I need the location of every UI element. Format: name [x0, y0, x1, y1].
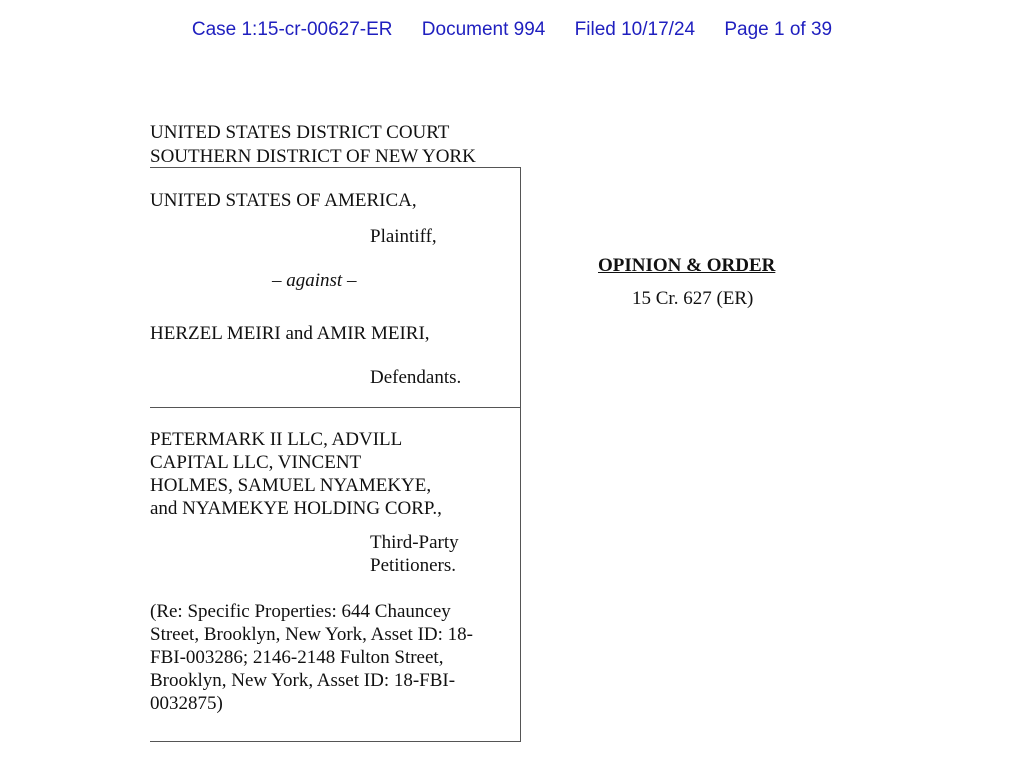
court-line-2: SOUTHERN DISTRICT OF NEW YORK [150, 146, 476, 167]
page-indicator: Page 1 of 39 [724, 19, 833, 40]
court-name [150, 121, 476, 169]
opinion-title: OPINION & ORDER [598, 255, 776, 276]
document-number: Document 994 [421, 19, 546, 40]
defendants-role: Defendants. [370, 367, 462, 388]
re-properties-line: (Re: Specific Properties: 644 Chauncey [150, 601, 451, 622]
petitioners-role-line: Petitioners. [370, 555, 457, 576]
re-properties-line: Brooklyn, New York, Asset ID: 18-FBI- [150, 670, 456, 691]
petitioners-line: PETERMARK II LLC, ADVILL [150, 429, 403, 450]
plaintiff-name: UNITED STATES OF AMERICA, [150, 190, 417, 211]
court-line-1: UNITED STATES DISTRICT COURT [150, 122, 450, 143]
petitioners-line: CAPITAL LLC, VINCENT [150, 452, 362, 473]
re-properties-line: Street, Brooklyn, New York, Asset ID: 18- [150, 624, 473, 645]
plaintiff-role: Plaintiff, [370, 226, 437, 247]
ecf-header [0, 19, 1024, 41]
filed-date: Filed 10/17/24 [574, 19, 696, 40]
re-properties-line: FBI-003286; 2146-2148 Fulton Street, [150, 647, 444, 668]
defendants-name: HERZEL MEIRI and AMIR MEIRI, [150, 323, 430, 344]
case-number: Case 1:15-cr-00627-ER [191, 19, 393, 40]
petitioners-role-line: Third-Party [370, 532, 459, 553]
petitioners-line: HOLMES, SAMUEL NYAMEKYE, [150, 475, 432, 496]
caption-divider [150, 407, 520, 408]
versus-label: – against – [272, 270, 357, 291]
re-properties-line: 0032875) [150, 693, 223, 714]
petitioners-line: and NYAMEKYE HOLDING CORP., [150, 498, 442, 519]
docket-number: 15 Cr. 627 (ER) [632, 288, 754, 309]
